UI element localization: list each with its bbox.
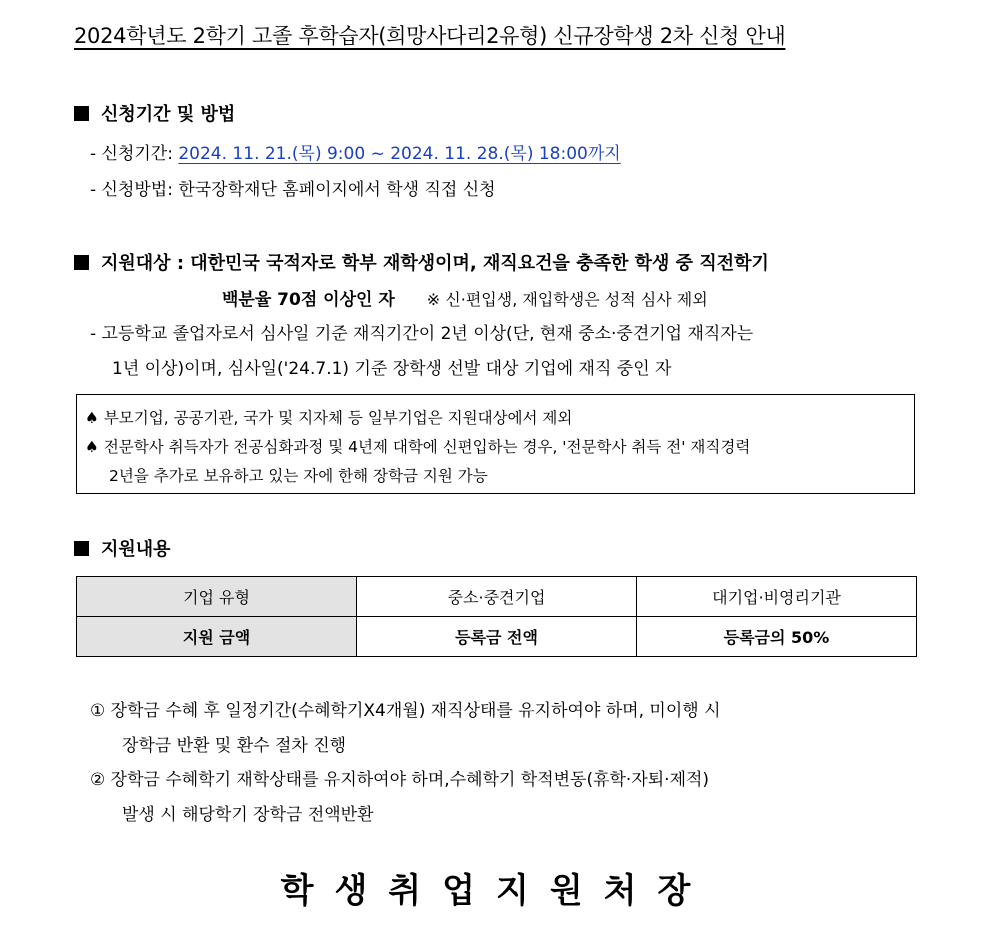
eligibility-detail-1: - 고등학교 졸업자로서 심사일 기준 재직기간이 2년 이상(단, 현재 중소·중견기업 재직자는	[90, 324, 754, 344]
period-line	[90, 139, 621, 164]
issuer-signature: 학생취업지원처장	[280, 871, 712, 911]
table-cell: 등록금의 50%	[637, 617, 917, 657]
section-heading-period	[74, 100, 235, 126]
eligibility-note: ※ 신·편입생, 재입학생은 성적 심사 제외	[426, 290, 708, 309]
square-bullet-icon	[74, 106, 89, 121]
eligibility-detail-2: 1년 이상)이며, 심사일('24.7.1) 기준 장학생 선발 대상 기업에 재직 중인 자	[112, 359, 672, 379]
square-bullet-icon	[74, 255, 89, 270]
table-row	[77, 577, 917, 617]
table-row	[77, 617, 917, 657]
support-heading-text: 지원내용	[101, 539, 171, 560]
square-bullet-icon	[74, 541, 89, 556]
table-cell: 등록금 전액	[357, 617, 637, 657]
exclusion-item-2: ♠ 전문학사 취득자가 전공심화과정 및 4년제 대학에 신편입하는 경우, '전문학사 취득 전' 재직경력	[85, 438, 751, 456]
section-heading-support	[74, 535, 171, 561]
page-title: 2024학년도 2학기 고졸 후학습자(희망사다리2유형) 신규장학생 2차 신청 안내	[74, 24, 786, 48]
section-heading-eligibility	[74, 249, 769, 275]
exclusion-item-1: ♠ 부모기업, 공공기관, 국가 및 지자체 등 일부기업은 지원대상에서 제외	[85, 409, 573, 427]
eligibility-line2	[222, 285, 708, 310]
support-note-2-cont: 발생 시 해당학기 장학금 전액반환	[122, 805, 374, 825]
table-cell: 대기업·비영리기관	[637, 577, 917, 617]
table-cell: 기업 유형	[77, 577, 357, 617]
eligibility-heading-text: 지원대상 : 대한민국 국적자로 학부 재학생이며, 재직요건을 충족한 학생 중 직전학기	[101, 253, 769, 274]
exclusion-item-2-cont: 2년을 추가로 보유하고 있는 자에 한해 장학금 지원 가능	[109, 467, 488, 485]
table-cell: 지원 금액	[77, 617, 357, 657]
section-heading-text: 신청기간 및 방법	[101, 104, 236, 125]
period-label: - 신청기간:	[90, 144, 179, 164]
exclusion-box	[76, 394, 915, 494]
period-value: 2024. 11. 21.(목) 9:00 ~ 2024. 11. 28.(목) 18:00까지	[178, 144, 621, 164]
support-note-2: ② 장학금 수혜학기 재학상태를 유지하여야 하며,수혜학기 학적변동(휴학·자퇴·제적)	[90, 770, 710, 790]
eligibility-score: 백분율 70점 이상인 자	[222, 290, 395, 310]
table-cell: 중소·중견기업	[357, 577, 637, 617]
support-note-1: ① 장학금 수혜 후 일정기간(수혜학기X4개월) 재직상태를 유지하여야 하며, 미이행 시	[90, 701, 721, 721]
support-note-1-cont: 장학금 반환 및 환수 절차 진행	[122, 736, 347, 756]
support-table	[76, 576, 917, 657]
method-line: - 신청방법: 한국장학재단 홈페이지에서 학생 직접 신청	[90, 180, 496, 200]
